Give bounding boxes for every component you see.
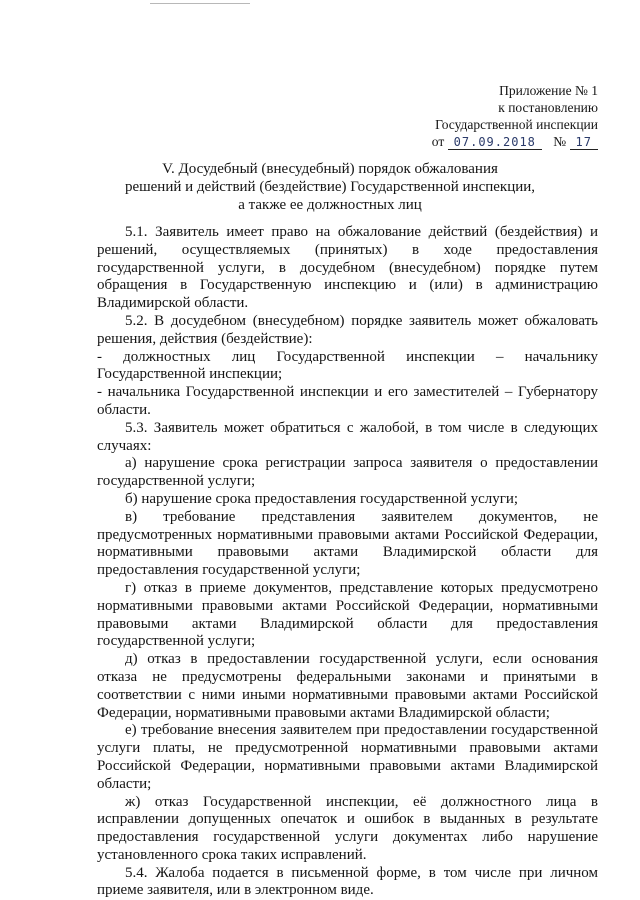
title-line-1: V. Досудебный (внесудебный) порядок обжалования — [162, 161, 498, 177]
title-line-2: решений и действий (бездействие) Государственной инспекции, — [124, 179, 536, 195]
case-d: д) отказ в предоставлении государственной услуги, если основания отказа не предусмотрены федеральными законами и принятыми в соответствии с ними иными нормативными правовыми актами Российской Федерации, нормативными правовыми актами Владимирской области; — [97, 651, 598, 721]
date-prefix: от — [431, 134, 445, 149]
case-v: в) требование представления заявителем документов, не предусмотренных нормативными правовыми актами Российской Федерации, нормативными правовыми актами Владимирской области для предоставления государственной услуги; — [97, 508, 598, 579]
handwritten-number: 17 — [570, 135, 598, 150]
case-e: е) требование внесения заявителем при предоставлении государственной услуги платы, не предусмотренной нормативными правовыми актами Российской Федерации, нормативными правовыми актами Владимирской области; — [97, 722, 598, 792]
case-g: г) отказ в приеме документов, представление которых предусмотрено нормативными правовыми актами Российской Федерации, нормативными правовыми актами Владимирской области для предоставления государственной услуги; — [97, 579, 598, 650]
appendix-header — [398, 82, 598, 151]
handwritten-date: 07.09.2018 — [448, 135, 542, 150]
document-body — [97, 224, 598, 900]
list-item-head: - начальника Государственной инспекции и его заместителей – Губернатору области. — [97, 384, 598, 418]
list-item-officials: - должностных лиц Государственной инспекции – начальнику Государственной инспекции; — [97, 348, 598, 383]
case-b: б) нарушение срока предоставления государственной услуги; — [125, 490, 519, 507]
number-prefix: № — [553, 134, 567, 149]
appendix-issuer: Государственной инспекции — [435, 117, 598, 132]
section-title — [70, 160, 590, 214]
title-line-3: а также ее должностных лиц — [238, 197, 422, 213]
paragraph-5-2: 5.2. В досудебном (внесудебном) порядке заявитель может обжаловать решения, действия (бездействие): — [97, 312, 598, 347]
appendix-ref: к постановлению — [498, 100, 598, 115]
appendix-number: Приложение № 1 — [499, 83, 598, 98]
case-a: а) нарушение срока регистрации запроса заявителя о предоставлении государственной услуги; — [97, 455, 598, 490]
top-divider — [150, 3, 250, 4]
paragraph-5-1: 5.1. Заявитель имеет право на обжалование действий (бездействия) и решений, осуществляемых (принятых) в ходе предоставления государственной услуги, в досудебном (внесудебном) порядке путем обращения в Государственную инспекцию и (или) в администрацию Владимирской области. — [97, 224, 598, 312]
paragraph-5-3: 5.3. Заявитель может обратиться с жалобой, в том числе в следующих случаях: — [97, 419, 598, 454]
paragraph-5-4: 5.4. Жалоба подается в письменной форме, в том числе при личном приеме заявителя, или в электронном виде. — [97, 864, 598, 899]
appendix-date-line — [398, 133, 598, 151]
case-zh: ж) отказ Государственной инспекции, её должностного лица в исправлении допущенных опечаток и ошибок в выданных в результате предоставления государственной услуги документах либо нарушение установленного срока таких исправлений. — [97, 793, 598, 863]
